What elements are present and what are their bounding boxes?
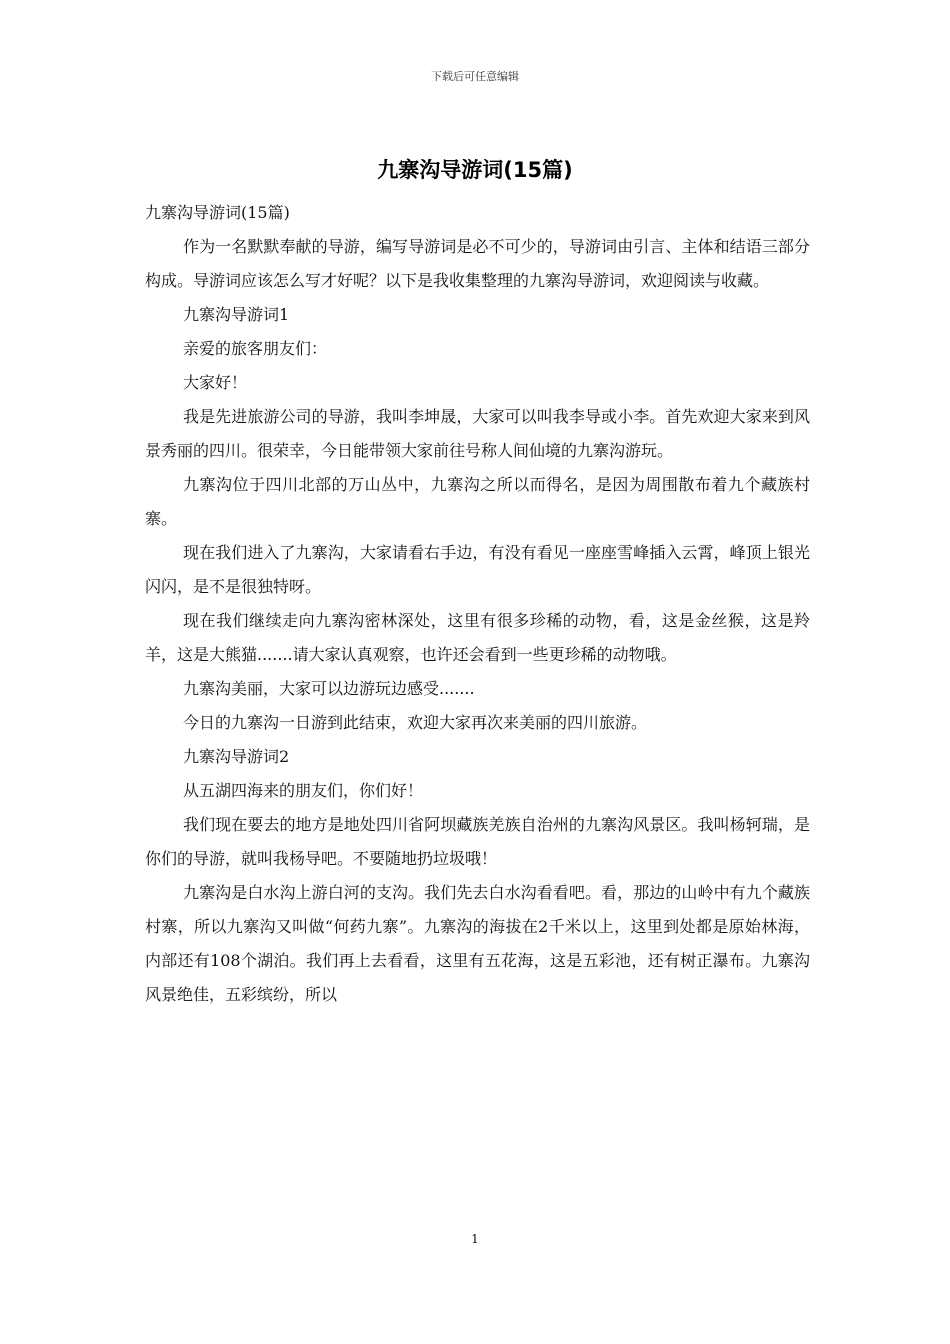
paragraph-intro: 作为一名默默奉献的导游，编写导游词是必不可少的，导游词由引言、主体和结语三部分构成。导游词应该怎么写才好呢？以下是我收集整理的九寨沟导游词，欢迎阅读与收藏。 xyxy=(145,237,810,290)
paragraph: 九寨沟美丽，大家可以边游玩边感受....... xyxy=(183,679,475,698)
paragraph: 我们现在要去的地方是地处四川省阿坝藏族羌族自治州的九寨沟风景区。我叫杨轲瑞，是你们的导游，就叫我杨导吧。不要随地扔垃圾哦！ xyxy=(145,815,810,868)
document-title: 九寨沟导游词(15篇) xyxy=(377,158,573,182)
paragraph: 九寨沟位于四川北部的万山丛中，九寨沟之所以而得名，是因为周围散布着九个藏族村寨。 xyxy=(145,475,810,528)
paragraph: 我是先进旅游公司的导游，我叫李坤晟，大家可以叫我李导或小李。首先欢迎大家来到风景秀丽的四川。很荣幸，今日能带领大家前往号称人间仙境的九寨沟游玩。 xyxy=(145,407,810,460)
paragraph: 从五湖四海来的朋友们，你们好！ xyxy=(183,781,424,800)
subtitle-line: 九寨沟导游词(15篇) xyxy=(145,203,290,222)
paragraph: 现在我们继续走向九寨沟密林深处，这里有很多珍稀的动物，看，这是金丝猴，这是羚羊，这是大熊猫.......请大家认真观察，也许还会看到一些更珍稀的动物哦。 xyxy=(145,611,810,664)
page-number: 1 xyxy=(471,1232,479,1246)
paragraph: 亲爱的旅客朋友们： xyxy=(183,339,328,358)
paragraph: 九寨沟是白水沟上游白河的支沟。我们先去白水沟看看吧。看，那边的山岭中有九个藏族村寨，所以九寨沟又叫做“何药九寨”。九寨沟的海拔在2千米以上，这里到处都是原始林海，内部还有108个湖泊。我们再上去看看，这里有五花海，这是五彩池，还有树正瀑布。九寨沟风景绝佳，五彩缤纷，所以 xyxy=(145,883,810,1004)
paragraph: 大家好！ xyxy=(183,373,248,392)
page-header: 下载后可任意编辑 xyxy=(431,70,519,83)
section-heading-2: 九寨沟导游词2 xyxy=(183,747,290,766)
paragraph: 现在我们进入了九寨沟，大家请看右手边，有没有看见一座座雪峰插入云霄，峰顶上银光闪闪，是不是很独特呀。 xyxy=(145,543,810,596)
document-body xyxy=(145,196,810,1012)
paragraph: 今日的九寨沟一日游到此结束，欢迎大家再次来美丽的四川旅游。 xyxy=(183,713,648,732)
section-heading-1: 九寨沟导游词1 xyxy=(183,305,290,324)
